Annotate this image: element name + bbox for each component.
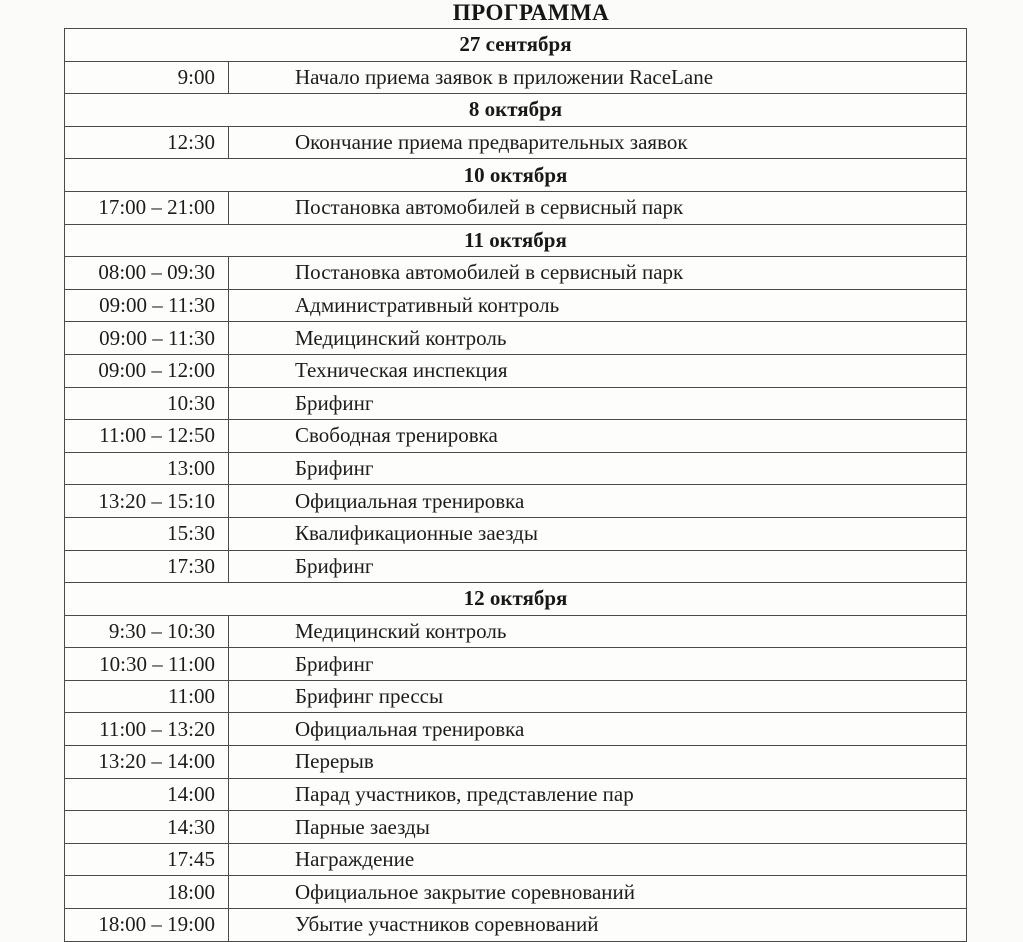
table-row (65, 615, 967, 648)
table-row (65, 713, 967, 746)
event-description: Брифинг (229, 387, 967, 420)
event-time: 18:00 – 19:00 (65, 909, 229, 942)
event-description: Парад участников, представление пар (229, 778, 967, 811)
table-row (65, 420, 967, 453)
page-title: ПРОГРАММА (452, 0, 610, 25)
date-header: 10 октября (65, 159, 967, 192)
table-row (65, 191, 967, 224)
program-table (64, 28, 967, 942)
event-time: 17:30 (65, 550, 229, 583)
event-time: 10:30 – 11:00 (65, 648, 229, 681)
event-description: Медицинский контроль (229, 615, 967, 648)
table-row (65, 648, 967, 681)
table-row (65, 289, 967, 322)
event-description: Награждение (229, 843, 967, 876)
event-time: 11:00 (65, 680, 229, 713)
table-row (65, 876, 967, 909)
event-time: 14:00 (65, 778, 229, 811)
event-time: 11:00 – 13:20 (65, 713, 229, 746)
event-description: Парные заезды (229, 811, 967, 844)
event-time: 17:45 (65, 843, 229, 876)
table-row (65, 778, 967, 811)
event-description: Брифинг (229, 648, 967, 681)
event-description: Постановка автомобилей в сервисный парк (229, 257, 967, 290)
event-time: 12:30 (65, 126, 229, 159)
date-header-row (65, 583, 967, 616)
table-row (65, 550, 967, 583)
event-description: Официальная тренировка (229, 713, 967, 746)
event-time: 13:20 – 15:10 (65, 485, 229, 518)
event-time: 13:20 – 14:00 (65, 746, 229, 779)
event-description: Официальное закрытие соревнований (229, 876, 967, 909)
date-header: 11 октября (65, 224, 967, 257)
event-description: Свободная тренировка (229, 420, 967, 453)
event-time: 9:00 (65, 61, 229, 94)
event-time: 09:00 – 12:00 (65, 354, 229, 387)
table-row (65, 354, 967, 387)
event-description: Брифинг (229, 452, 967, 485)
table-row (65, 61, 967, 94)
date-header-row (65, 94, 967, 127)
date-header-row (65, 159, 967, 192)
event-time: 17:00 – 21:00 (65, 191, 229, 224)
event-time: 13:00 (65, 452, 229, 485)
date-header: 12 октября (65, 583, 967, 616)
table-row (65, 387, 967, 420)
date-header: 27 сентября (65, 29, 967, 62)
event-time: 08:00 – 09:30 (65, 257, 229, 290)
event-description: Брифинг прессы (229, 680, 967, 713)
table-row (65, 126, 967, 159)
event-time: 09:00 – 11:30 (65, 322, 229, 355)
date-header-row (65, 224, 967, 257)
event-description: Постановка автомобилей в сервисный парк (229, 191, 967, 224)
table-row (65, 322, 967, 355)
event-description: Убытие участников соревнований (229, 909, 967, 942)
event-description: Начало приема заявок в приложении RaceLane (229, 61, 967, 94)
event-description: Медицинский контроль (229, 322, 967, 355)
event-time: 9:30 – 10:30 (65, 615, 229, 648)
table-row (65, 811, 967, 844)
event-description: Перерыв (229, 746, 967, 779)
event-time: 18:00 (65, 876, 229, 909)
table-row (65, 452, 967, 485)
event-description: Брифинг (229, 550, 967, 583)
date-header-row (65, 29, 967, 62)
table-row (65, 485, 967, 518)
event-time: 09:00 – 11:30 (65, 289, 229, 322)
event-time: 11:00 – 12:50 (65, 420, 229, 453)
date-header: 8 октября (65, 94, 967, 127)
table-row (65, 746, 967, 779)
event-time: 14:30 (65, 811, 229, 844)
event-description: Квалификационные заезды (229, 517, 967, 550)
event-description: Окончание приема предварительных заявок (229, 126, 967, 159)
event-time: 10:30 (65, 387, 229, 420)
event-description: Официальная тренировка (229, 485, 967, 518)
event-time: 15:30 (65, 517, 229, 550)
table-row (65, 257, 967, 290)
event-description: Техническая инспекция (229, 354, 967, 387)
table-row (65, 909, 967, 942)
event-description: Административный контроль (229, 289, 967, 322)
table-row (65, 843, 967, 876)
table-row (65, 680, 967, 713)
table-row (65, 517, 967, 550)
